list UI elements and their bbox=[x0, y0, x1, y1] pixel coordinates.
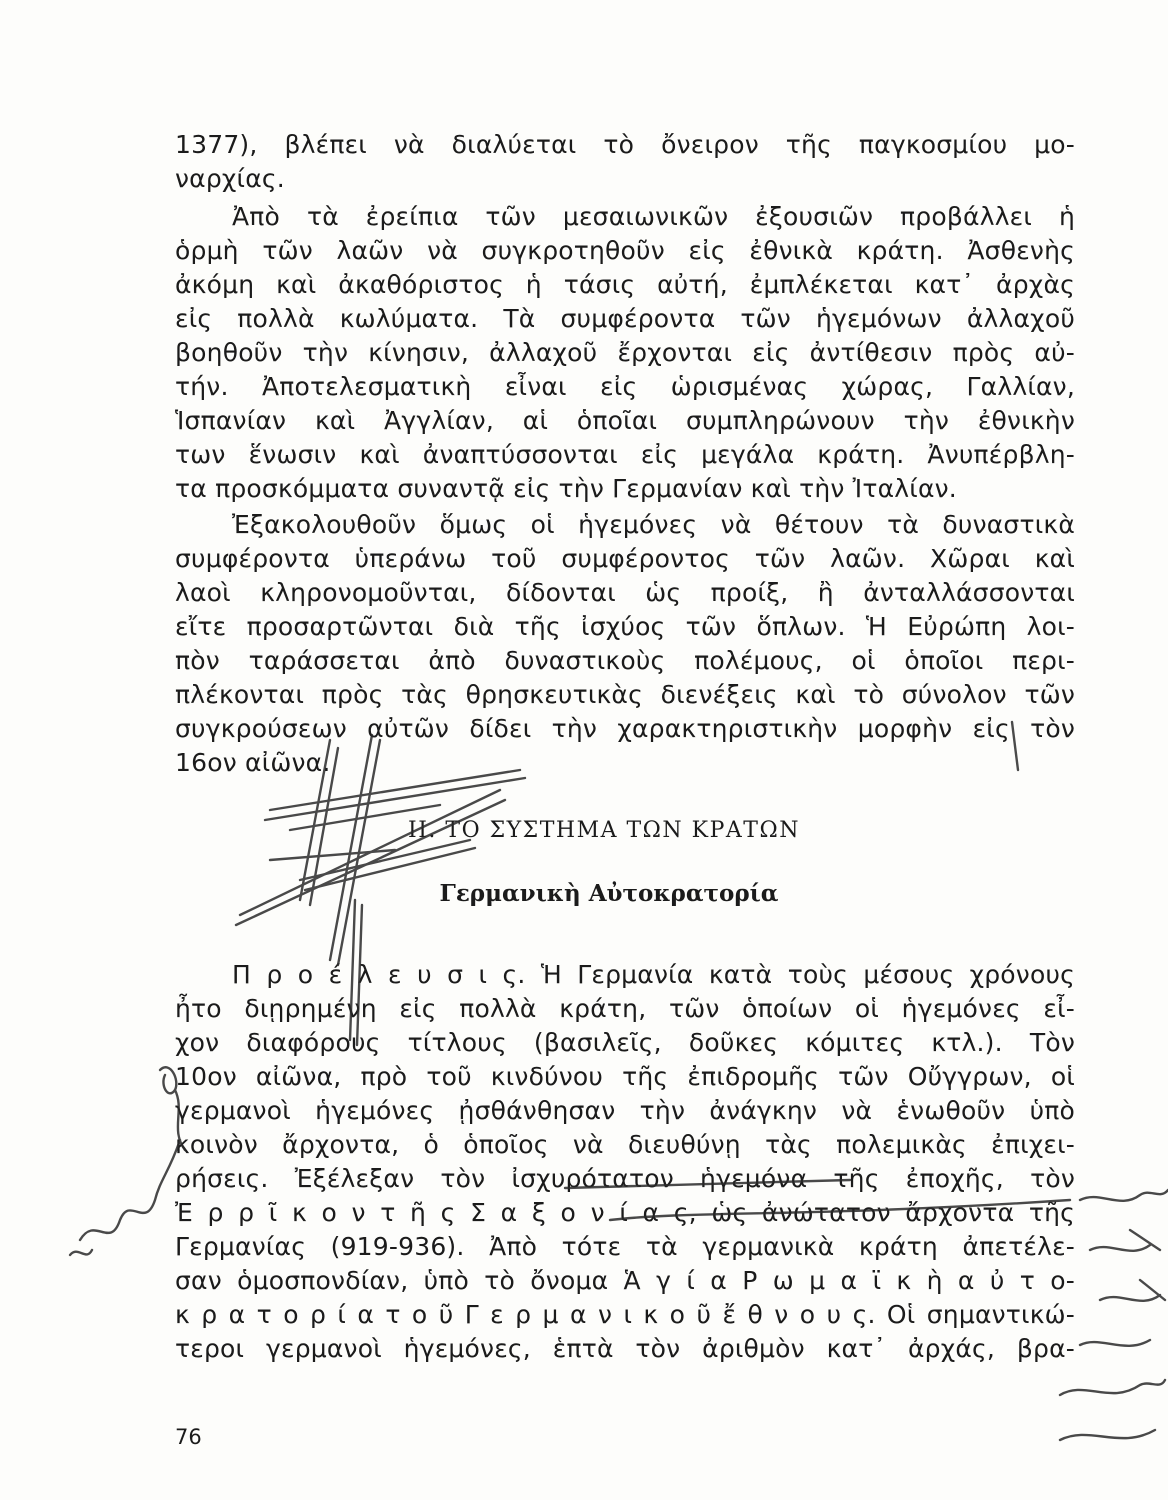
text-line: Γερμανίας (919-936). Ἀπὸ τότε τὰ γερμανικὰ κράτη ἀπετέλε- bbox=[175, 1232, 1075, 1261]
text-line: ἦτο διῃρημένη εἰς πολλὰ κράτη, τῶν ὁποίων οἱ ἡγεμόνες εἶ- bbox=[175, 994, 1075, 1023]
section-heading: II. ΤΟ ΣΥΣΤΗΜΑ ΤΩΝ ΚΡΑΤΩΝ bbox=[408, 818, 800, 843]
text-line: 1377), βλέπει νὰ διαλύεται τὸ ὄνειρον τῆς παγκοσμίου μο- bbox=[175, 130, 1075, 159]
text-line: ὁρμὴ τῶν λαῶν νὰ συγκροτηθοῦν εἰς ἐθνικὰ κράτη. Ἀσθενὴς bbox=[175, 236, 1075, 265]
text-line: 16ον αἰῶνα. bbox=[175, 748, 331, 777]
pencil-stroke bbox=[1100, 1295, 1160, 1301]
pencil-stroke bbox=[1080, 1340, 1150, 1346]
text-line: βοηθοῦν τὴν κίνησιν, ἀλλαχοῦ ἔρχονται εἰς ἀντίθεσιν πρὸς αὐ- bbox=[175, 338, 1075, 367]
pencil-stroke bbox=[1090, 1245, 1150, 1251]
text-line: πὸν ταράσσεται ἀπὸ δυναστικοὺς πολέμους, οἱ ὁποῖοι περι- bbox=[175, 646, 1075, 675]
pencil-stroke bbox=[160, 1067, 176, 1093]
pencil-stroke bbox=[1060, 1380, 1165, 1395]
page-number: 76 bbox=[175, 1425, 202, 1449]
pencil-stroke bbox=[80, 1140, 180, 1240]
sub-heading: Γερμανικὴ Αὐτοκρατορία bbox=[439, 880, 779, 907]
text-line: συγκρούσεων αὐτῶν δίδει τὴν χαρακτηριστικὴν μορφὴν εἰς τὸν bbox=[175, 714, 1075, 743]
text-line: εἴτε προσαρτῶνται διὰ τῆς ἰσχύος τῶν ὅπλων. Ἡ Εὐρώπη λοι- bbox=[175, 612, 1075, 641]
text-line: Ἀπὸ τὰ ἐρείπια τῶν μεσαιωνικῶν ἐξουσιῶν προβάλλει ἡ bbox=[232, 202, 1075, 231]
text-line: πλέκονται πρὸς τὰς θρησκευτικὰς διενέξεις καὶ τὸ σύνολον τῶν bbox=[175, 680, 1075, 709]
pencil-stroke bbox=[270, 850, 395, 860]
text-line: εἰς πολλὰ κωλύματα. Τὰ συμφέροντα τῶν ἡγεμόνων ἀλλαχοῦ bbox=[175, 304, 1075, 333]
text-line: τεροι γερμανοὶ ἡγεμόνες, ἑπτὰ τὸν ἀριθμὸν κατ᾽ ἀρχάς, βρα- bbox=[175, 1334, 1075, 1363]
pencil-stroke bbox=[1060, 1430, 1155, 1440]
text-line: συμφέροντα ὑπεράνω τοῦ συμφέροντος τῶν λαῶν. Χῶραι καὶ bbox=[175, 544, 1075, 573]
text-line: χον διαφόρους τίτλους (βασιλεῖς, δοῦκες κόμιτες κτλ.). Τὸν bbox=[175, 1028, 1075, 1057]
text-line: κοινὸν ἄρχοντα, ὁ ὁποῖος νὰ διευθύνῃ τὰς πολεμικὰς ἐπιχει- bbox=[175, 1130, 1075, 1159]
pencil-stroke bbox=[1080, 1190, 1168, 1201]
text-line: ρήσεις. Ἐξέλεξαν τὸν ἰσχυρότατον ἡγεμόνα τῆς ἐποχῆς, τὸν bbox=[175, 1164, 1075, 1193]
text-line: των ἕνωσιν καὶ ἀναπτύσσονται εἰς μεγάλα κράτη. Ἀνυπέρβλη- bbox=[175, 440, 1075, 469]
text-line: 10ον αἰῶνα, πρὸ τοῦ κινδύνου τῆς ἐπιδρομῆς τῶν Οὔγγρων, οἱ bbox=[175, 1062, 1075, 1091]
text-line: λαοὶ κληρονομοῦνται, δίδονται ὡς προίξ, ἢ ἀνταλλάσσονται bbox=[175, 578, 1075, 607]
pencil-stroke bbox=[70, 1250, 92, 1255]
text-line: Ἐξακολουθοῦν ὅμως οἱ ἡγεμόνες νὰ θέτουν τὰ δυναστικὰ bbox=[232, 510, 1075, 539]
text-line: Π ρ ο έ λ ε υ σ ι ς. Ἡ Γερμανία κατὰ τοὺς μέσους χρόνους bbox=[232, 960, 1075, 989]
text-line: σαν ὁμοσπονδίαν, ὑπὸ τὸ ὄνομα Ἁ γ ί α Ρ ω μ α ϊ κ ὴ α ὐ τ ο- bbox=[175, 1266, 1075, 1295]
text-line: τήν. Ἀποτελεσματικὴ εἶναι εἰς ὡρισμένας χώρας, Γαλλίαν, bbox=[175, 372, 1075, 401]
pencil-stroke bbox=[1130, 1230, 1165, 1300]
text-line: ἀκόμη καὶ ἀκαθόριστος ἡ τάσις αὐτή, ἐμπλέκεται κατ᾽ ἀρχὰς bbox=[175, 270, 1075, 299]
text-line: Ἐ ρ ρ ῖ κ ο ν τ ῆ ς Σ α ξ ο ν ί α ς, ὡς ἀνώτατον ἄρχοντα τῆς bbox=[175, 1198, 1075, 1227]
text-line: τα προσκόμματα συναντᾷ εἰς τὴν Γερμανίαν καὶ τὴν Ἰταλίαν. bbox=[175, 474, 957, 503]
text-line: ναρχίας. bbox=[175, 164, 285, 193]
text-line: κ ρ α τ ο ρ ί α τ ο ῦ Γ ε ρ μ α ν ι κ ο ῦ ἔ θ ν ο υ ς. Οἱ σημαντικώ- bbox=[175, 1300, 1075, 1329]
text-line: γερμανοὶ ἡγεμόνες ᾐσθάνθησαν τὴν ἀνάγκην νὰ ἑνωθοῦν ὑπὸ bbox=[175, 1096, 1075, 1125]
text-line: Ἱσπανίαν καὶ Ἀγγλίαν, αἱ ὁποῖαι συμπληρώνουν τὴν ἐθνικὴν bbox=[175, 406, 1075, 435]
